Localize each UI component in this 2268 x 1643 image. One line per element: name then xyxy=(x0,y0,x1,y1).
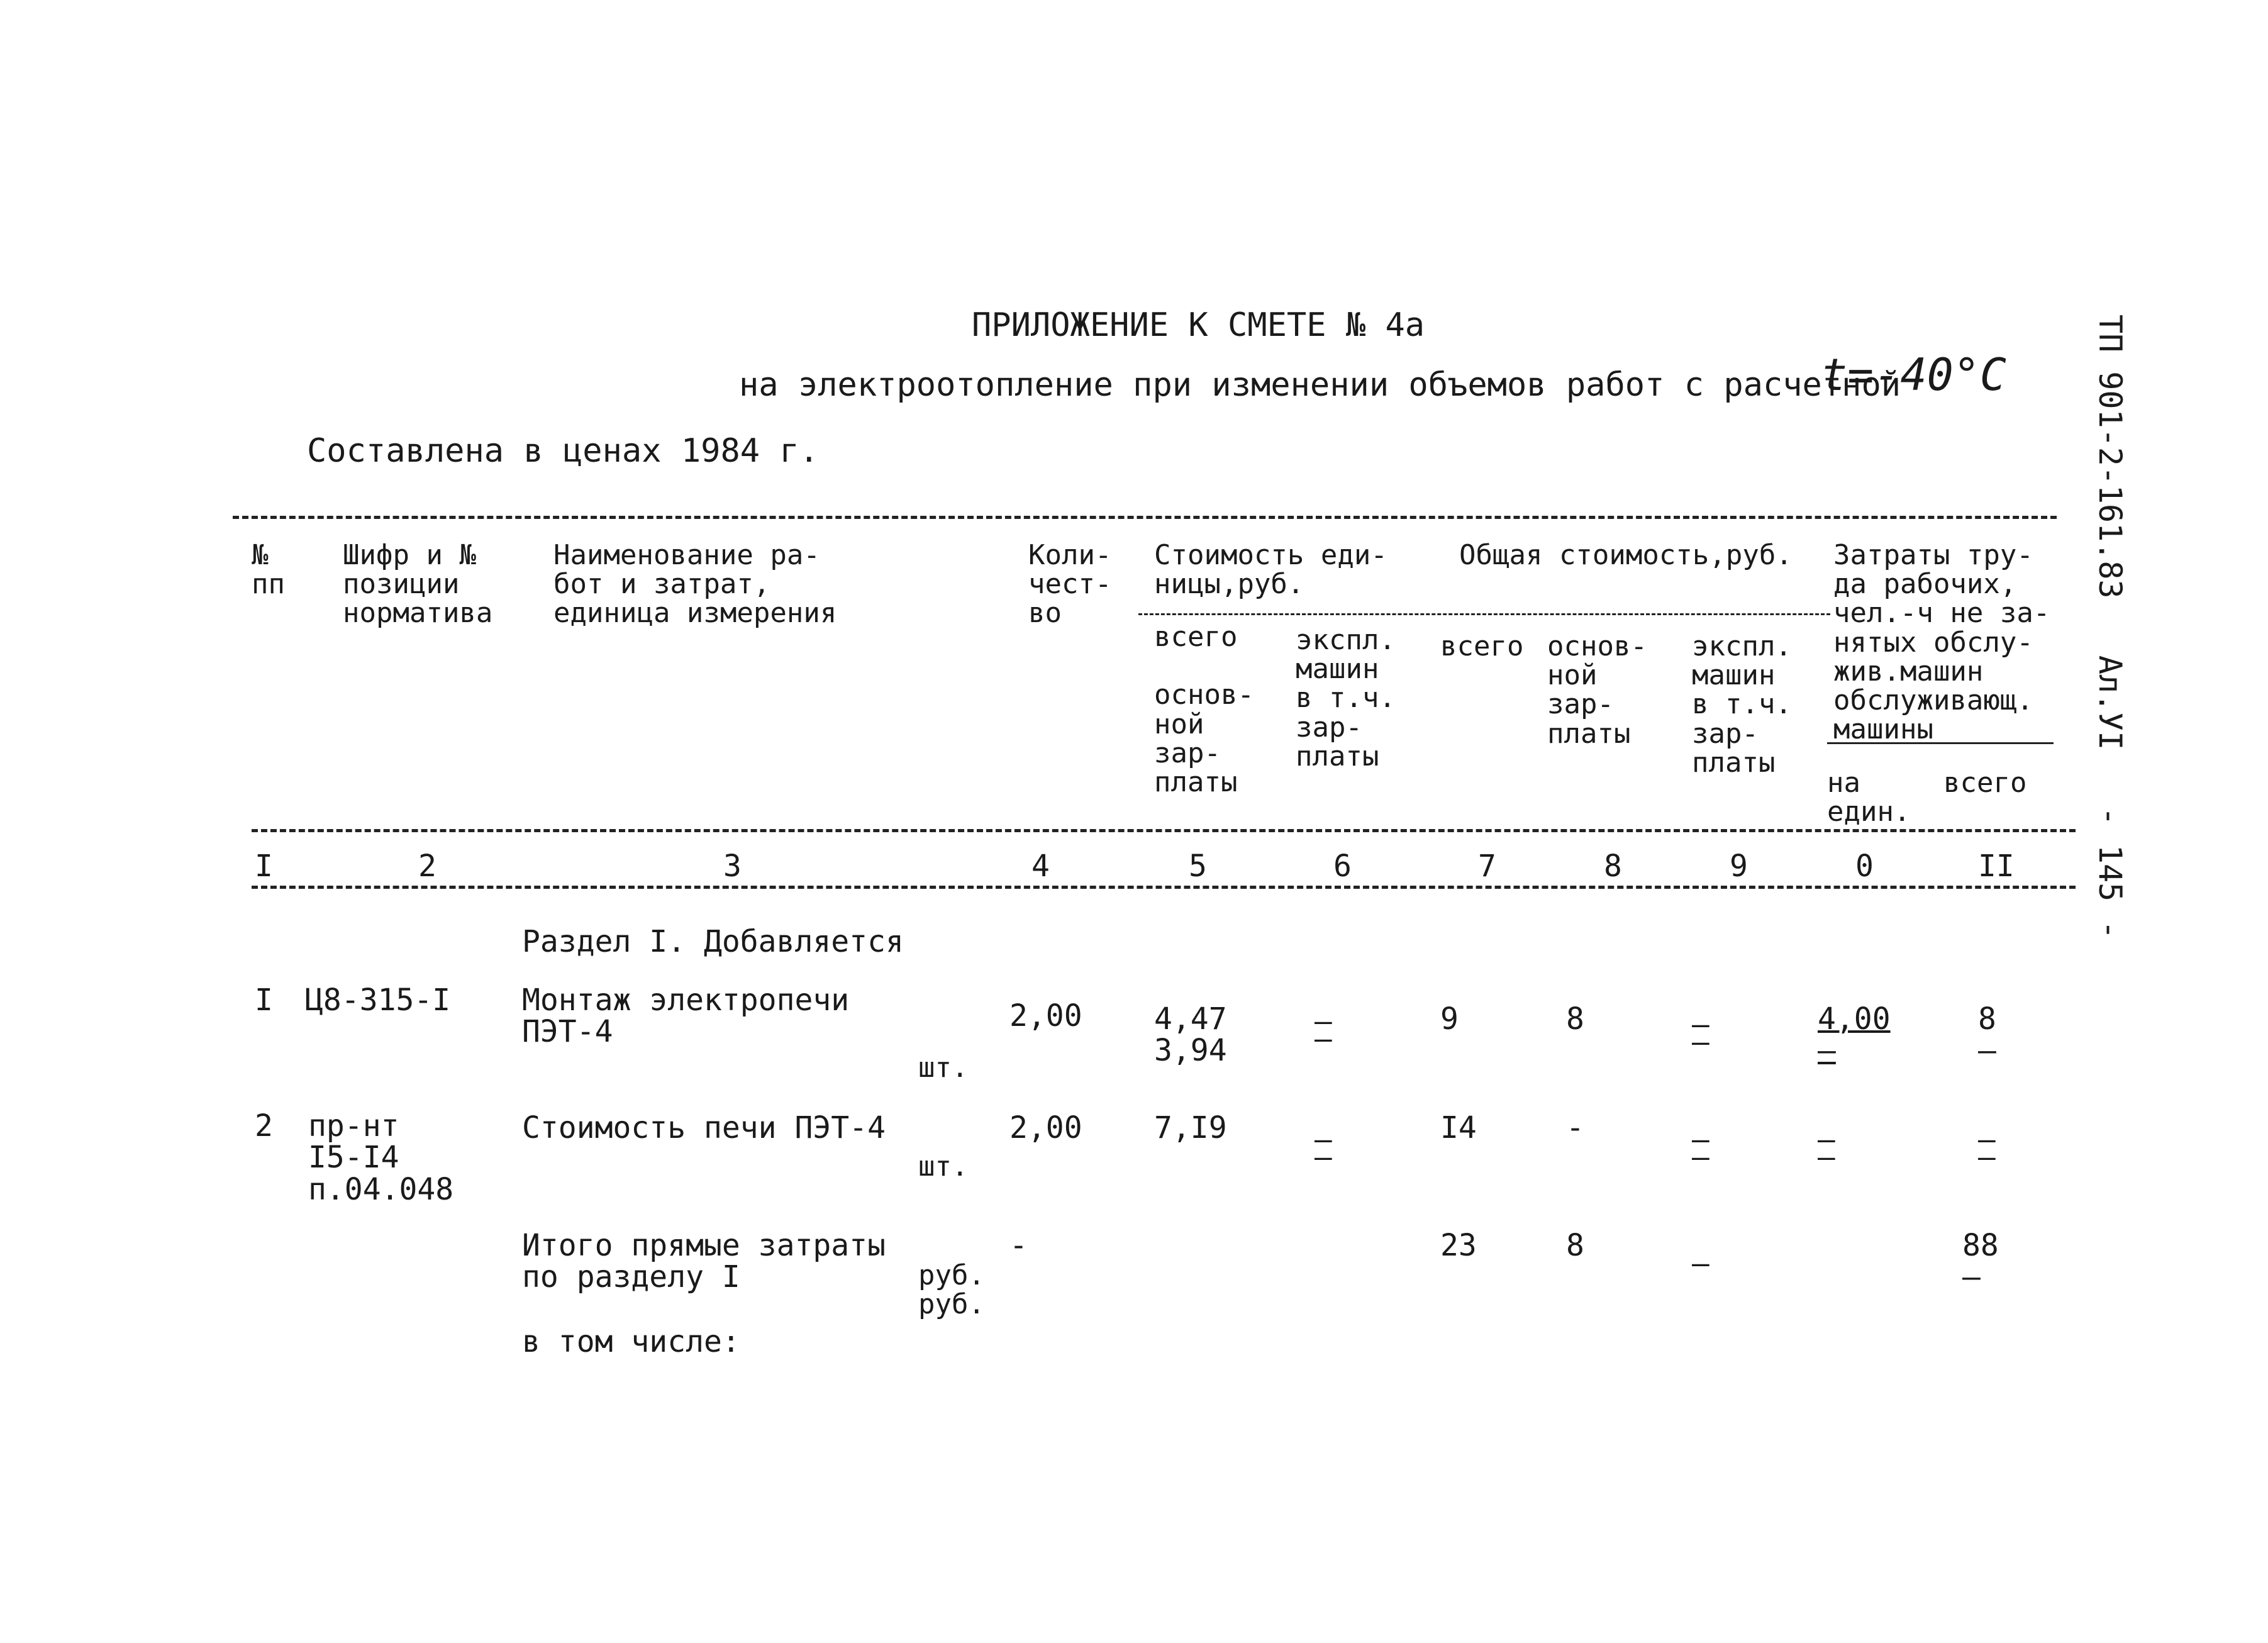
col-header-labor-total: всего xyxy=(1943,767,2027,799)
row-unit: шт. xyxy=(918,1052,969,1084)
col-number: 4 xyxy=(1031,849,1050,884)
row-labor-unit: – – xyxy=(1818,1122,1834,1174)
col-number: 9 xyxy=(1730,849,1748,884)
row-total: 9 xyxy=(1440,1001,1459,1037)
section-title: Раздел I. Добавляется xyxy=(522,924,904,959)
table-top-rule xyxy=(233,516,2057,519)
col-header-qty: Коли- чест- во xyxy=(1028,539,1112,630)
row-code: Ц8-315-I xyxy=(305,983,451,1018)
row-unit: шт. xyxy=(918,1150,969,1183)
col-number: 0 xyxy=(1855,849,1874,884)
row-labor-total: 88 – xyxy=(1962,1228,1999,1295)
col-header-unit-total: всего основ- ной зар- платы xyxy=(1154,621,1254,798)
side-stamp: ТП 901-2-161.83 Ал.УI - 145 - xyxy=(2092,315,2128,940)
row-labor-total: 8 – xyxy=(1978,1001,1996,1069)
col-header-total-machines: экспл. машин в т.ч. зар- платы xyxy=(1692,630,1792,779)
col-header-num: № пп xyxy=(252,539,285,601)
row-unit: руб. руб. xyxy=(918,1259,985,1321)
row-name: Итого прямые затраты по разделу I xyxy=(522,1228,886,1295)
row-labor-total: – – xyxy=(1978,1122,1994,1174)
col-header-labor-group: Затраты тру- да рабочих, чел.-ч не за- нятых обслу- жив.машин обслуживающ. машины xyxy=(1833,539,2050,746)
row-total: 23 xyxy=(1440,1228,1477,1263)
col-header-total: всего xyxy=(1440,630,1524,662)
col-header-code: Шифр и № позиции норматива xyxy=(343,539,493,630)
row-unit-cost: 4,47 3,94 xyxy=(1154,1001,1227,1069)
row-unit-machines: – – xyxy=(1315,1122,1331,1174)
row-qty: 2,00 xyxy=(1009,998,1082,1033)
row-num: I xyxy=(255,983,273,1018)
page-title: ПРИЛОЖЕНИЕ К СМЕТЕ № 4а xyxy=(972,306,1425,344)
colnum-bottom-rule xyxy=(252,886,2076,889)
header-bottom-rule xyxy=(252,829,2076,832)
design-temperature: t=-40°С xyxy=(1821,349,2007,401)
row-labor-unit: 4,00 – xyxy=(1818,1001,1891,1069)
col-number: 3 xyxy=(723,849,742,884)
footer-text: в том числе: xyxy=(522,1324,740,1359)
row-name: Монтаж электропечи ПЭТ-4 xyxy=(522,983,850,1050)
col-header-total-salary: основ- ной зар- платы xyxy=(1547,630,1647,750)
col-number: I xyxy=(255,849,273,884)
col-number: 2 xyxy=(418,849,436,884)
row-num: 2 xyxy=(255,1108,273,1144)
row-unit-machines: – – xyxy=(1315,1004,1331,1055)
col-number: 8 xyxy=(1604,849,1622,884)
row-qty: - xyxy=(1009,1228,1028,1263)
row-qty: 2,00 xyxy=(1009,1110,1082,1145)
col-number: II xyxy=(1978,849,2015,884)
row-unit-cost: 7,I9 xyxy=(1154,1110,1227,1145)
row-total-machines: – xyxy=(1692,1246,1708,1280)
row-code: пр-нт I5-I4 п.04.048 xyxy=(308,1108,454,1207)
prices-note: Составлена в ценах 1984 г. xyxy=(307,432,819,470)
row-total: I4 xyxy=(1440,1110,1477,1145)
col-number: 7 xyxy=(1478,849,1496,884)
col-header-unit-machines: экспл. машин в т.ч. зар- платы xyxy=(1296,624,1396,772)
page-subtitle: на электроотопление при изменении объемов работ с расчетной xyxy=(739,366,1901,404)
row-total-machines: – – xyxy=(1692,1007,1708,1059)
row-total-salary: - xyxy=(1566,1110,1584,1145)
row-name: Стоимость печи ПЭТ-4 xyxy=(522,1110,886,1145)
subheader-rule-5-9 xyxy=(1138,613,1830,615)
col-header-unit-cost-group: Стоимость еди- ницы,руб. xyxy=(1154,539,1387,601)
col-number: 6 xyxy=(1333,849,1352,884)
col-header-labor-unit: на един. xyxy=(1827,767,1911,828)
col-number: 5 xyxy=(1189,849,1207,884)
col-header-name: Наименование ра- бот и затрат, единица измерения xyxy=(553,539,837,630)
row-total-salary: 8 xyxy=(1566,1228,1584,1263)
row-total-salary: 8 xyxy=(1566,1001,1584,1037)
row-total-machines: – – xyxy=(1692,1122,1708,1174)
col-header-total-cost-group: Общая стоимость,руб. xyxy=(1459,539,1793,571)
